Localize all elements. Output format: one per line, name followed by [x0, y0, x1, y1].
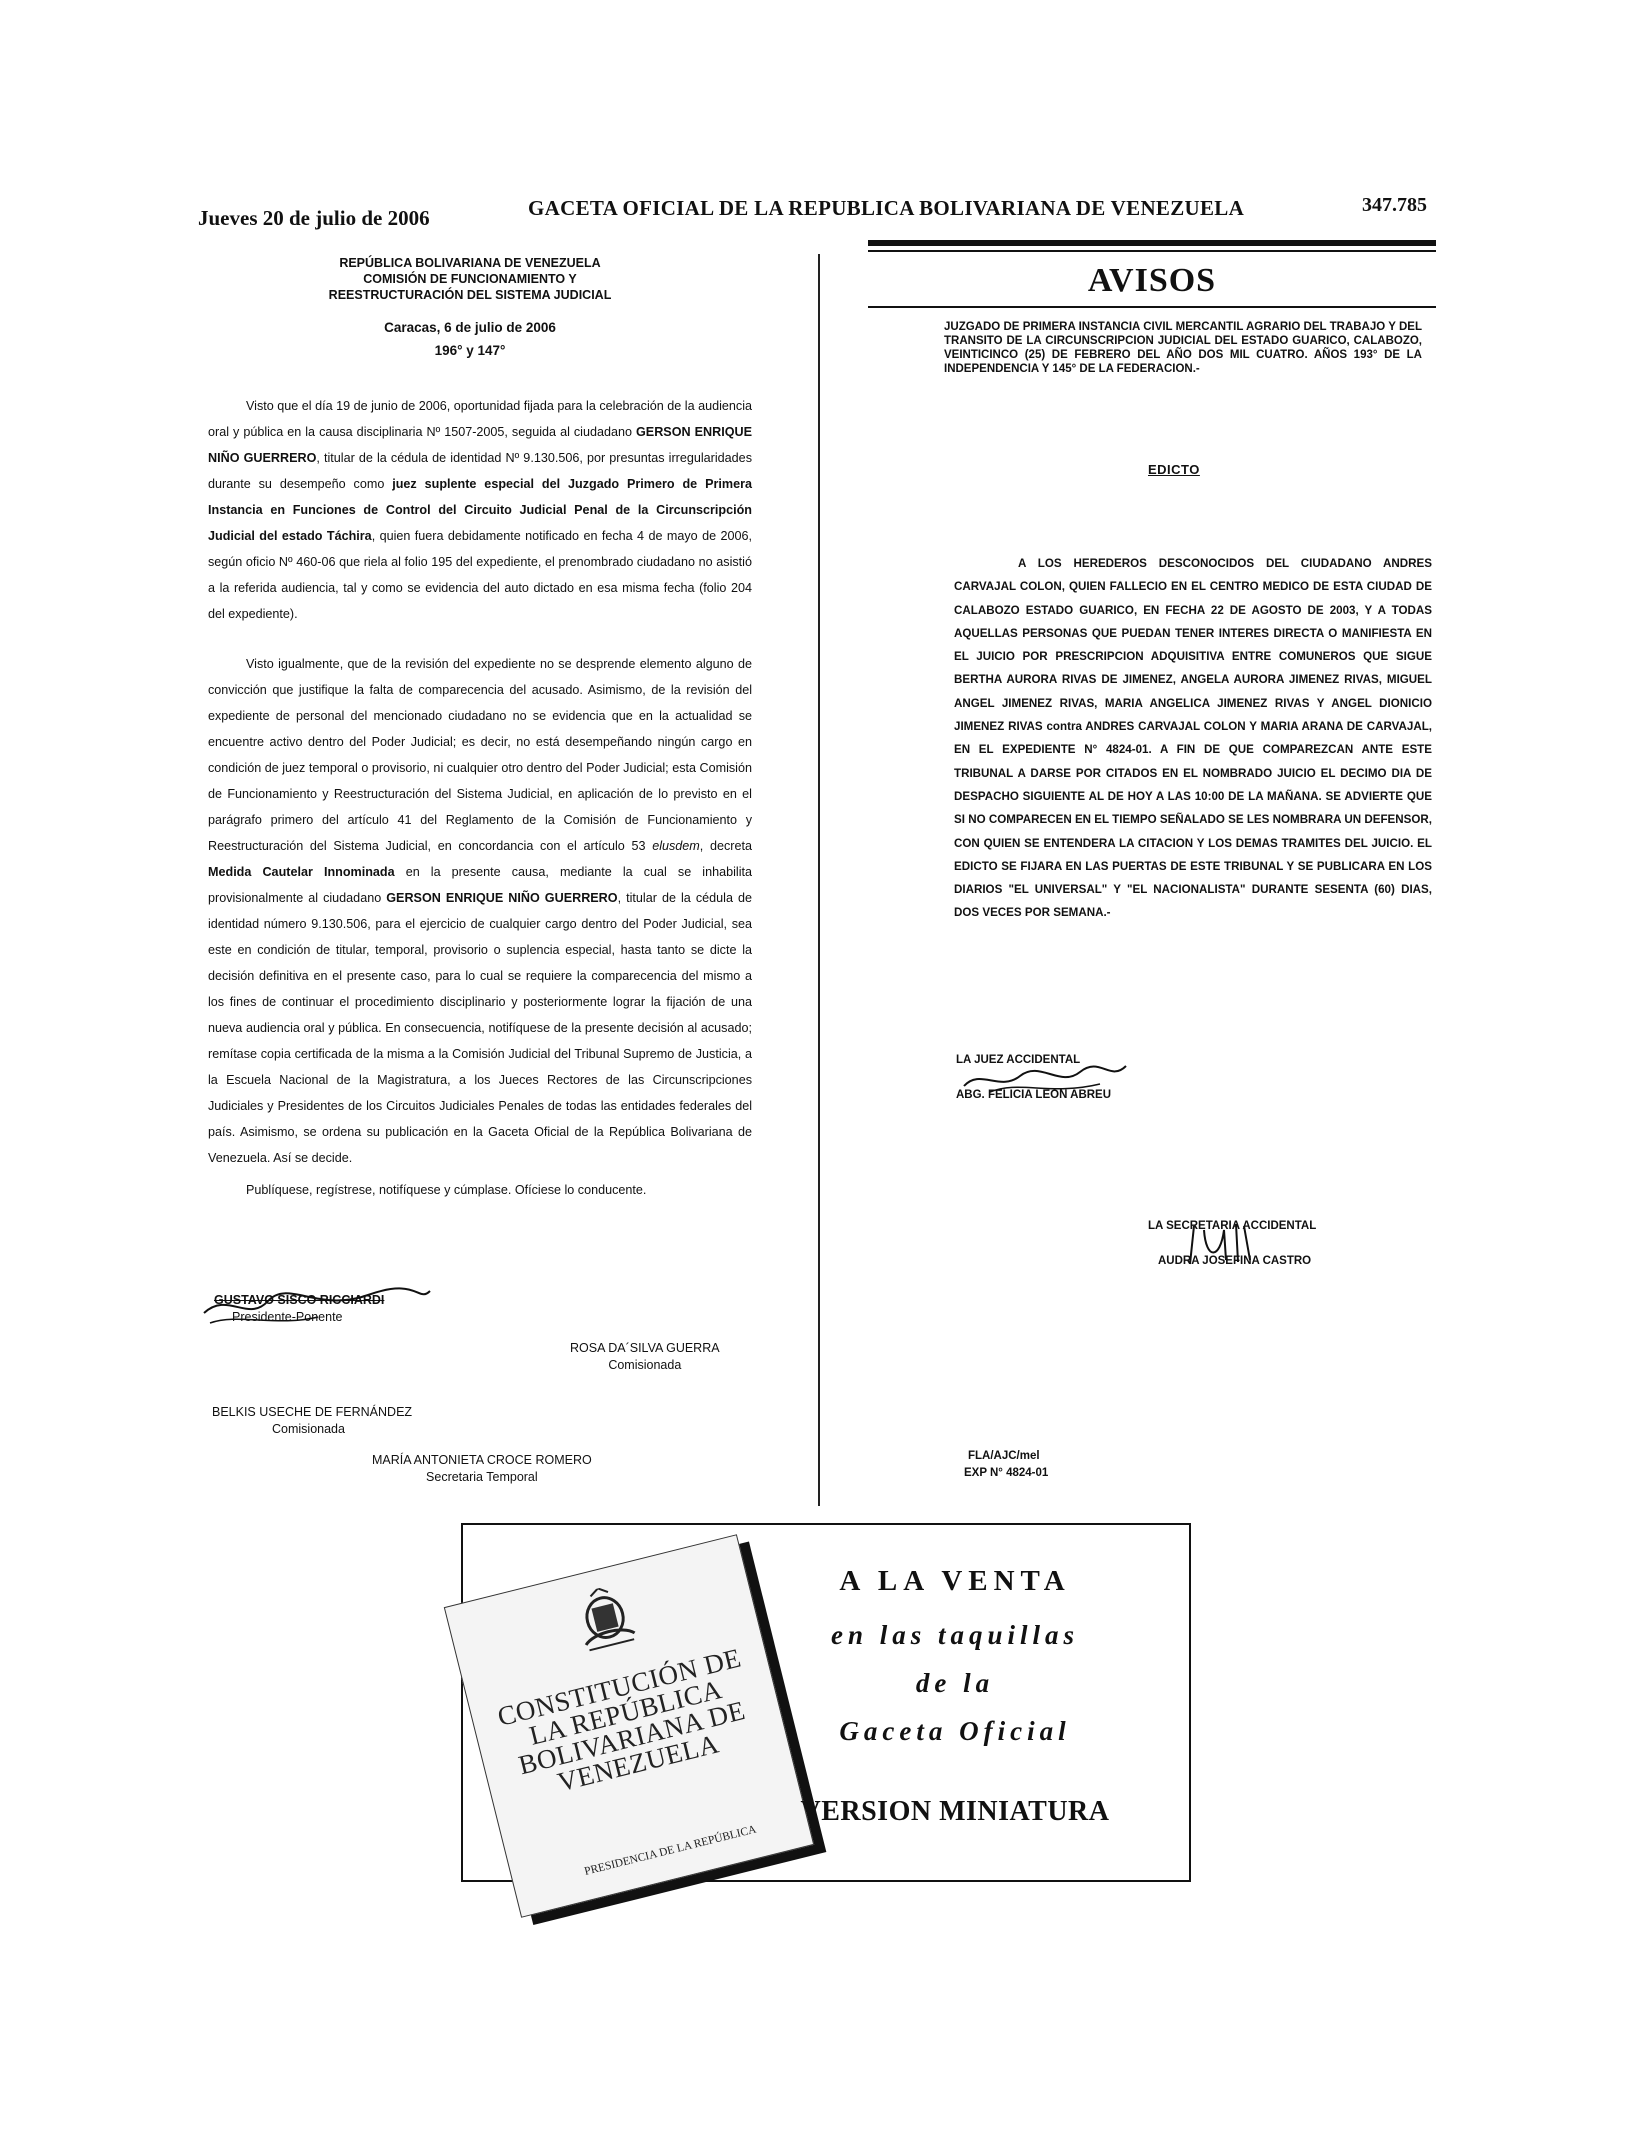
p2-text-e: en la presente causa, mediante la cual se inhabilita provisionalmente al ciudadano: [208, 865, 752, 905]
judge-signature-scribble: [960, 1062, 1130, 1102]
ad-line-at-counters: en las taquillas: [830, 1620, 1080, 1650]
signature-commissioner-2: [212, 1404, 412, 1438]
avisos-rule-thin: [868, 250, 1436, 252]
gazette-title: GACETA OFICIAL DE LA REPUBLICA BOLIVARIANA DE VENEZUELA: [528, 196, 1245, 220]
booklet-footer: PRESIDENCIA DE LA REPÚBLICA: [583, 1823, 758, 1878]
paragraph-2: [208, 651, 752, 1171]
page-number: 347.785: [1362, 194, 1427, 216]
resolution-text: [208, 393, 752, 1203]
p1-text-a: Visto que el día 19 de junio de 2006, oportunidad fijada para la celebración de la audiencia oral y pública en la causa disciplinaria Nº 1507-2005, seguida al ciudadano: [208, 399, 752, 439]
avisos-rule-top: [868, 240, 1436, 246]
p2-measure: Medida Cautelar Innominada: [208, 865, 395, 879]
section-title-avisos: AVISOS: [1087, 262, 1217, 299]
signature-commissioner-1-name: ROSA DA´SILVA GUERRA: [570, 1341, 720, 1355]
p2-text-a: Visto igualmente, que de la revisión del expediente no se desprende elemento alguno de convicción que justifique la falta de comparecencia del acusado. Asimismo, de la revisión del expediente de personal del mencionado ciudadano no se evidencia que en la actualidad se encuentre activo dentro del Poder Judicial; es decir, no está desempeñando ningún cargo en condición de juez temporal o provisorio, ni cualquier otro dentro del Poder Judicial; esta Comisión de Funcionamiento y Reestructuración del Sistema Judicial, en aplicación de lo previsto en el parágrafo primero del artículo 41 del Reglamento de la Comisión de Funcionamiento y Reestructuración del Sistema Judicial, en concordancia con el artículo 53: [208, 657, 752, 853]
place-date: Caracas, 6 de julio de 2006: [384, 320, 556, 335]
edicto-body: [954, 552, 1432, 925]
booklet-title: CONSTITUCIÓN DE LA REPÚBLICA BOLIVARIANA DE VENEZUELA: [494, 1642, 749, 1798]
court-header: JUZGADO DE PRIMERA INSTANCIA CIVIL MERCANTIL AGRARIO DEL TRABAJO Y DEL TRANSITO DE LA CIRCUNSCRIPCION JUDICIAL DEL ESTADO GUARICO, CALABOZO, VEINTICINCO (25) DE FEBRERO DEL AÑO DOS MIL CUATRO. AÑOS 193° DE LA INDEPENDENCIA Y 145° DE LA FEDERACION.-: [944, 321, 1422, 375]
avisos-rule-bottom: [868, 306, 1436, 308]
issue-date: Jueves 20 de julio de 2006: [198, 206, 430, 230]
org-line-1: REPÚBLICA BOLIVARIANA DE VENEZUELA: [339, 256, 601, 270]
ad-line-gazette: Gaceta Oficial: [839, 1716, 1071, 1746]
judge-role: LA JUEZ ACCIDENTAL: [956, 1054, 1081, 1066]
signature-commissioner-2-name: BELKIS USECHE DE FERNÁNDEZ: [212, 1405, 413, 1419]
secretary-signature-scribble: [1180, 1220, 1260, 1270]
p1-position: juez suplente especial del Juzgado Primero de Primera Instancia en Funciones de Control del Circuito Judicial Penal de la Circunscripción Judicial del estado Táchira: [208, 477, 752, 543]
judge-name: ABG. FELICIA LEON ABREU: [956, 1089, 1112, 1101]
signature-secretary: [372, 1452, 592, 1486]
column-divider: [818, 254, 820, 1506]
secretary-name: AUDRA JOSEFINA CASTRO: [1158, 1255, 1312, 1267]
signature-commissioner-1: [570, 1340, 720, 1374]
secretary-role: LA SECRETARIA ACCIDENTAL: [1148, 1220, 1317, 1232]
ad-line-for-sale: A LA VENTA: [839, 1565, 1071, 1597]
signature-scribble-1: [198, 1283, 438, 1333]
p1-name: GERSON ENRIQUE NIÑO GUERRERO: [208, 425, 752, 465]
paragraph-1: [208, 393, 752, 627]
edicto-paragraph: A LOS HEREDEROS DESCONOCIDOS DEL CIUDADANO ANDRES CARVAJAL COLON, QUIEN FALLECIO EN EL CENTRO MEDICO DE ESTA CIUDAD DE CALABOZO ESTADO GUARICO, EN FECHA 22 DE AGOSTO DE 2003, Y A TODAS AQUELLAS PERSONAS QUE PUEDAN TENER INTERES DIRECTA O MANIFIESTA EN EL JUICIO POR PRESCRIPCION ADQUISITIVA ENTRE COMUNEROS QUE SIGUE BERTHA AURORA RIVAS DE JIMENEZ, ANGELA AURORA JIMENEZ RIVAS, MIGUEL ANGEL JIMENEZ RIVAS, MARIA ANGELICA JIMENEZ RIVAS Y ANGEL DIONICIO JIMENEZ RIVAS contra ANDRES CARVAJAL COLON Y MARIA ARANA DE CARVAJAL, EN EL EXPEDIENTE N° 4824-01. A FIN DE QUE COMPAREZCAN ANTE ESTE TRIBUNAL A DARSE POR CITADOS EN EL NOMBRADO JUICIO EL DECIMO DIA DE DESPACHO SIGUIENTE AL DE HOY A LAS 10:00 DE LA MAÑANA. SE ADVIERTE QUE SI NO COMPARECEN EN EL TIEMPO SEÑALADO SE LES NOMBRARA UN DEFENSOR, CON QUIEN SE ENTENDERA LA CITACION Y LOS DEMAS TRAMITES DEL JUICIO. EL EDICTO SE FIJARA EN LAS PUERTAS DE ESTE TRIBUNAL Y SE PUBLICARA EN LOS DIARIOS "EL UNIVERSAL" Y "EL NACIONALISTA" DURANTE SESENTA (60) DIAS, DOS VECES POR SEMANA.-: [954, 557, 1432, 920]
signature-president-name: GUSTAVO SISCO RICCIARDI: [214, 1293, 385, 1307]
p2-text-g: , titular de la cédula de identidad número 9.130.506, para el ejercicio de cualquier cargo dentro del Poder Judicial, sea este en condición de titular, temporal, provisorio o suplencia especial, hasta tanto se dicte la decisión definitiva en el presente caso, para lo cual se requiere la comparecencia del mismo a los fines de continuar el procedimiento disciplinario y posteriormente lograr la fijación de una nueva audiencia oral y pública. En consecuencia, notifíquese de la presente decisión al acusado; remítase copia certificada de la misma a la Comisión Judicial del Tribunal Supremo de Justicia, a la Escuela Nacional de la Magistratura, a los Jueces Rectores de las Circunscripciones Judiciales y Presidentes de los Circuitos Judiciales Penales de todas las entidades federales del país. Asimismo, se ordena su publicación en la Gaceta Oficial de la República Bolivariana de Venezuela. Así se decide.: [208, 891, 752, 1165]
org-header: [270, 255, 670, 303]
ad-line-of-the: de la: [915, 1668, 995, 1698]
reference-initials: FLA/AJC/mel: [968, 1450, 1040, 1462]
p1-text-e: , quien fuera debidamente notificado en fecha 4 de mayo de 2006, según oficio Nº 460-06 que riela al folio 195 del expediente, el prenombrado ciudadano no asistió a la referida audiencia, tal y como se evidencia del auto dictado en esa misma fecha (folio 204 del expediente).: [208, 529, 752, 621]
years: 196° y 147°: [434, 343, 506, 358]
p2-name: GERSON ENRIQUE NIÑO GUERRERO: [386, 891, 618, 905]
reference-expediente: EXP N° 4824-01: [964, 1467, 1049, 1479]
edicto-heading: EDICTO: [1148, 462, 1200, 477]
org-line-3: REESTRUCTURACIÓN DEL SISTEMA JUDICIAL: [328, 288, 612, 302]
signature-commissioner-1-role: Comisionada: [608, 1358, 682, 1372]
ad-line-mini-version: VERSION MINIATURA: [800, 1796, 1110, 1827]
p1-text-c: , titular de la cédula de identidad Nº 9.130.506, por presuntas irregularidades durante su desempeño como: [208, 451, 752, 491]
signature-secretary-role: Secretaria Temporal: [426, 1470, 538, 1484]
p2-text-c: , decreta: [699, 839, 752, 853]
p2-elusdem: elusdem: [652, 839, 700, 853]
paragraph-3: Publíquese, regístrese, notifíquese y cúmplase. Ofíciese lo conducente.: [246, 1183, 647, 1197]
coat-of-arms-icon: [564, 1580, 649, 1665]
signature-commissioner-2-role: Comisionada: [272, 1422, 345, 1436]
org-line-2: COMISIÓN DE FUNCIONAMIENTO Y: [363, 272, 577, 286]
signature-president-role: Presidente-Ponente: [232, 1310, 343, 1324]
signature-secretary-name: MARÍA ANTONIETA CROCE ROMERO: [372, 1453, 592, 1467]
reference-block: [964, 1448, 1048, 1482]
